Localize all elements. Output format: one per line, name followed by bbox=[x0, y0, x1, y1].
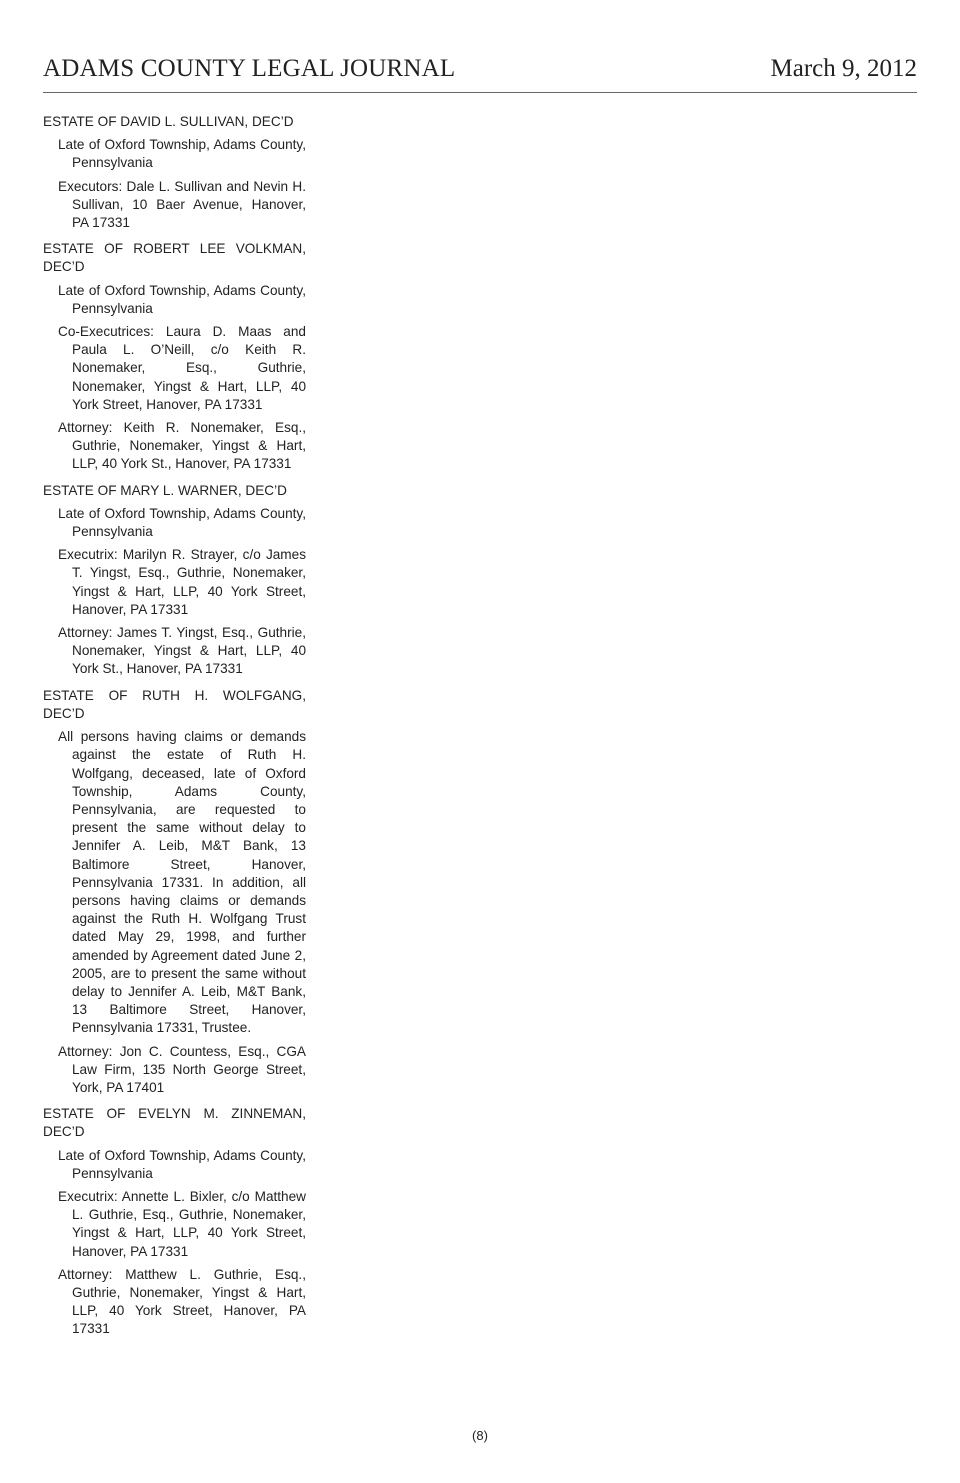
estate-notices-column bbox=[43, 113, 306, 1347]
estate-attorney: Attorney: James T. Yingst, Esq., Guthrie, Nonemaker, Yingst & Hart, LLP, 40 York St., Hanover, PA 17331 bbox=[58, 625, 306, 677]
issue-date: March 9, 2012 bbox=[770, 55, 917, 82]
estate-title: ESTATE OF RUTH H. WOLFGANG, DEC’D bbox=[43, 687, 306, 721]
estate-notice-warner bbox=[43, 482, 306, 679]
estate-notice-zinneman bbox=[43, 1105, 306, 1338]
estate-executors: Executors: Dale L. Sullivan and Nevin H. Sullivan, 10 Baer Avenue, Hanover, PA 17331 bbox=[58, 178, 306, 231]
journal-title: ADAMS COUNTY LEGAL JOURNAL bbox=[43, 55, 456, 82]
estate-residence: Late of Oxford Township, Adams County, Pennsylvania bbox=[58, 137, 306, 171]
estate-executors: Co-Executrices: Laura D. Maas and Paula L. O’Neill, c/o Keith R. Nonemaker, Esq., Guthrie, Nonemaker, Yingst & Hart, LLP, 40 York Street, Hanover, PA 17331 bbox=[58, 324, 306, 412]
estate-attorney: Attorney: Matthew L. Guthrie, Esq., Guthrie, Nonemaker, Yingst & Hart, LLP, 40 York Street, Hanover, PA 17331 bbox=[58, 1266, 306, 1337]
estate-notice-sullivan bbox=[43, 113, 306, 232]
estate-claims-notice: All persons having claims or demands against the estate of Ruth H. Wolfgang, deceased, late of Oxford Township, Adams County, Pennsylvania, are requested to present the same without delay to Jennifer A. Leib, M&T Bank, 13 Baltimore Street, Hanover, Pennsylvania 17331. In addition, all persons having claims or demands against the Ruth H. Wolfgang Trust dated May 29, 1998, and further amended by Agreement dated June 2, 2005, are to present the same without delay to Jennifer A. Leib, M&T Bank, 13 Baltimore Street, Hanover, Pennsylvania 17331, Trustee. bbox=[58, 729, 306, 1036]
estate-executors: Executrix: Annette L. Bixler, c/o Matthew L. Guthrie, Esq., Guthrie, Nonemaker, Yingst & Hart, LLP, 40 York Street, Hanover, PA 17331 bbox=[58, 1188, 306, 1259]
estate-notice-wolfgang bbox=[43, 687, 306, 1097]
estate-notice-volkman bbox=[43, 240, 306, 473]
estate-title: ESTATE OF ROBERT LEE VOLKMAN, DEC’D bbox=[43, 241, 306, 275]
estate-attorney: Attorney: Keith R. Nonemaker, Esq., Guthrie, Nonemaker, Yingst & Hart, LLP, 40 York St., Hanover, PA 17331 bbox=[58, 420, 306, 472]
page-header bbox=[43, 52, 917, 93]
estate-residence: Late of Oxford Township, Adams County, Pennsylvania bbox=[58, 1147, 306, 1181]
estate-title: ESTATE OF DAVID L. SULLIVAN, DEC’D bbox=[43, 114, 294, 129]
page-number: (8) bbox=[472, 1428, 488, 1443]
estate-residence: Late of Oxford Township, Adams County, Pennsylvania bbox=[58, 505, 306, 540]
estate-residence: Late of Oxford Township, Adams County, Pennsylvania bbox=[58, 282, 306, 316]
estate-title: ESTATE OF MARY L. WARNER, DEC’D bbox=[43, 482, 287, 498]
estate-executors: Executrix: Marilyn R. Strayer, c/o James T. Yingst, Esq., Guthrie, Nonemaker, Yingst & Hart, LLP, 40 York Street, Hanover, PA 17331 bbox=[58, 547, 306, 617]
estate-title: ESTATE OF EVELYN M. ZINNEMAN, DEC’D bbox=[43, 1106, 306, 1140]
estate-attorney: Attorney: Jon C. Countess, Esq., CGA Law Firm, 135 North George Street, York, PA 17401 bbox=[58, 1043, 306, 1095]
